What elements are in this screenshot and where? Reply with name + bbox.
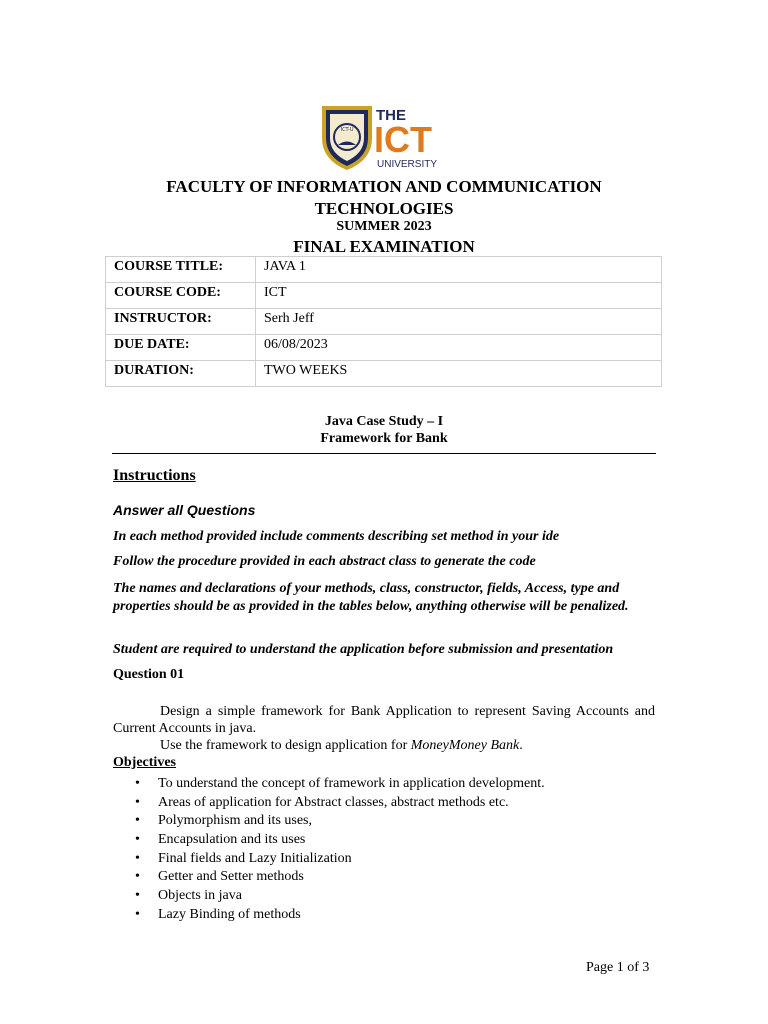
row-label: COURSE TITLE: bbox=[106, 257, 256, 283]
list-item bbox=[135, 831, 545, 850]
para2-suffix: . bbox=[519, 738, 523, 753]
table-row bbox=[106, 309, 662, 335]
crest-text: ICT-U bbox=[340, 127, 354, 133]
row-value: 06/08/2023 bbox=[256, 335, 662, 361]
objective-text: Areas of application for Abstract classes, abstract methods etc. bbox=[158, 794, 509, 810]
bullet-icon: • bbox=[135, 813, 140, 829]
list-item bbox=[135, 775, 545, 794]
objectives-list bbox=[135, 775, 545, 925]
bullet-icon: • bbox=[135, 869, 140, 885]
table-row bbox=[106, 283, 662, 309]
instructions-heading: Instructions bbox=[113, 467, 196, 484]
objective-text: Objects in java bbox=[158, 888, 242, 904]
faculty-title-line1: FACULTY OF INFORMATION AND COMMUNICATION bbox=[166, 177, 602, 196]
answer-all-note: Answer all Questions bbox=[113, 502, 256, 518]
page-number: Page 1 of 3 bbox=[586, 960, 650, 975]
exam-title: FINAL EXAMINATION bbox=[293, 237, 475, 256]
list-item bbox=[135, 794, 545, 813]
bullet-icon: • bbox=[135, 906, 140, 922]
bank-name: MoneyMoney Bank bbox=[410, 738, 520, 753]
course-info-table bbox=[105, 256, 662, 387]
para2-prefix: Use the framework to design application for bbox=[160, 738, 411, 753]
row-label: DURATION: bbox=[106, 361, 256, 387]
list-item bbox=[135, 868, 545, 887]
row-label: INSTRUCTOR: bbox=[106, 309, 256, 335]
row-value: TWO WEEKS bbox=[256, 361, 662, 387]
question-paragraph: Design a simple framework for Bank Application to represent Saving Accounts and Current Accounts in java. bbox=[113, 704, 655, 736]
table-row bbox=[106, 257, 662, 283]
row-label: DUE DATE: bbox=[106, 335, 256, 361]
term-label: SUMMER 2023 bbox=[336, 219, 432, 234]
logo-ict: ICT bbox=[374, 119, 432, 160]
list-item bbox=[135, 906, 545, 925]
instruction-note: In each method provided include comments describing set method in your ide bbox=[113, 529, 560, 544]
instruction-note: The names and declarations of your methods, class, constructor, fields, Access, type and properties should be as provided in the tables below, anything otherwise will be penalized. bbox=[113, 581, 629, 614]
logo-university: UNIVERSITY bbox=[377, 159, 438, 170]
university-logo bbox=[314, 100, 454, 172]
objective-text: Lazy Binding of methods bbox=[158, 906, 301, 922]
bullet-icon: • bbox=[135, 888, 140, 904]
logo-the: THE bbox=[376, 107, 406, 124]
question-paragraph-2 bbox=[160, 738, 523, 754]
row-value: ICT bbox=[256, 283, 662, 309]
bullet-icon: • bbox=[135, 776, 140, 791]
row-value: JAVA 1 bbox=[256, 257, 662, 283]
bullet-icon: • bbox=[135, 832, 140, 848]
objective-text: Getter and Setter methods bbox=[158, 869, 304, 885]
faculty-title-line2: TECHNOLOGIES bbox=[314, 199, 454, 218]
case-study-subtitle: Framework for Bank bbox=[320, 431, 448, 446]
crest-shield-icon bbox=[322, 106, 372, 170]
objective-text: Polymorphism and its uses, bbox=[158, 813, 313, 829]
case-study-title: Java Case Study – I bbox=[324, 414, 444, 429]
horizontal-rule bbox=[112, 453, 656, 454]
list-item bbox=[135, 850, 545, 869]
instruction-note: Follow the procedure provided in each abstract class to generate the code bbox=[113, 554, 536, 569]
objective-text: Final fields and Lazy Initialization bbox=[158, 850, 352, 866]
objective-text: To understand the concept of framework in application development. bbox=[158, 776, 545, 791]
row-label: COURSE CODE: bbox=[106, 283, 256, 309]
row-value: Serh Jeff bbox=[256, 309, 662, 335]
bullet-icon: • bbox=[135, 850, 140, 866]
question-title: Question 01 bbox=[113, 667, 185, 682]
objective-text: Encapsulation and its uses bbox=[158, 832, 306, 848]
list-item bbox=[135, 887, 545, 906]
table-row bbox=[106, 361, 662, 387]
objectives-heading: Objectives bbox=[113, 755, 176, 770]
instruction-note: Student are required to understand the application before submission and presentation bbox=[113, 642, 614, 657]
bullet-icon: • bbox=[135, 794, 140, 810]
list-item bbox=[135, 812, 545, 831]
table-row bbox=[106, 335, 662, 361]
